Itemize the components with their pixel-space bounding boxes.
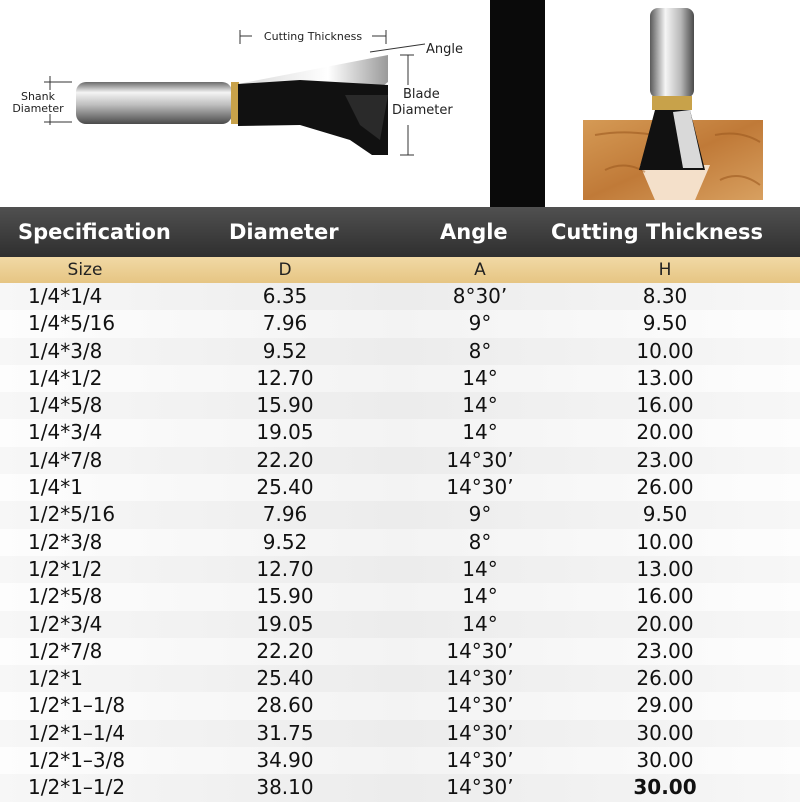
table-row — [0, 747, 800, 774]
cell-size: 1/2*1–3/8 — [28, 748, 126, 773]
router-bit-diagram — [0, 0, 490, 207]
cell-size: 1/2*1/2 — [28, 556, 103, 581]
cell-diameter: 19.05 — [256, 611, 314, 636]
table-row — [0, 419, 800, 446]
cell-size: 1/2*1 — [28, 666, 83, 691]
cell-diameter: 9.52 — [262, 338, 308, 363]
cell-angle: 14°30’ — [446, 720, 514, 745]
cell-angle: 9° — [468, 502, 492, 527]
cell-angle: 14° — [462, 584, 498, 609]
cell-diameter: 6.35 — [262, 284, 308, 308]
cell-diameter: 9.52 — [262, 529, 308, 554]
cell-cutting-thickness: 10.00 — [636, 529, 694, 554]
shank-label-line1: Shank — [20, 90, 56, 103]
cell-size: 1/4*1 — [28, 475, 83, 500]
cell-size: 1/4*5/16 — [28, 311, 116, 336]
cell-size: 1/2*3/4 — [28, 611, 103, 636]
header-diameter: Diameter — [229, 220, 339, 244]
cell-angle: 14° — [462, 365, 498, 390]
cell-size: 1/2*1–1/2 — [28, 775, 126, 800]
cell-angle: 14°30’ — [446, 475, 514, 500]
cell-cutting-thickness: 30.00 — [636, 720, 694, 745]
blade-label-line1: Blade — [403, 87, 440, 102]
table-row — [0, 501, 800, 528]
cell-angle: 14° — [462, 611, 498, 636]
cell-diameter: 25.40 — [256, 666, 314, 691]
cell-cutting-thickness: 26.00 — [636, 666, 694, 691]
subheader-a: A — [474, 260, 486, 280]
product-illustration-area — [0, 0, 800, 207]
table-row — [0, 283, 800, 310]
cell-diameter: 25.40 — [256, 475, 314, 500]
cell-size: 1/2*5/8 — [28, 584, 103, 609]
cell-cutting-thickness: 8.30 — [642, 284, 688, 308]
table-row — [0, 583, 800, 610]
cell-diameter: 22.20 — [256, 447, 314, 472]
cell-cutting-thickness: 10.00 — [636, 338, 694, 363]
cell-angle: 14°30’ — [446, 447, 514, 472]
cell-angle: 14° — [462, 393, 498, 418]
cell-size: 1/2*5/16 — [28, 502, 116, 527]
cell-size: 1/2*3/8 — [28, 529, 103, 554]
cell-angle: 14°30’ — [446, 638, 514, 663]
cell-cutting-thickness: 20.00 — [636, 420, 694, 445]
cell-cutting-thickness: 30.00 — [633, 775, 697, 800]
table-row — [0, 692, 800, 719]
table-row — [0, 338, 800, 365]
cell-diameter: 28.60 — [256, 693, 314, 718]
cell-angle: 8°30’ — [452, 284, 508, 308]
table-row — [0, 365, 800, 392]
cell-diameter: 12.70 — [256, 556, 314, 581]
cell-cutting-thickness: 13.00 — [636, 556, 694, 581]
cell-cutting-thickness: 20.00 — [636, 611, 694, 636]
cell-angle: 14° — [462, 556, 498, 581]
cell-cutting-thickness: 30.00 — [636, 748, 694, 773]
cell-size: 1/2*1–1/4 — [28, 720, 126, 745]
cell-size: 1/4*5/8 — [28, 393, 103, 418]
cell-diameter: 12.70 — [256, 365, 314, 390]
shank — [76, 82, 232, 124]
subheader-d: D — [278, 260, 292, 280]
header-specification: Specification — [18, 220, 171, 244]
spec-table-body — [0, 283, 800, 802]
shank-label-line2: Diameter — [12, 102, 64, 115]
cell-angle: 14°30’ — [446, 693, 514, 718]
blade-label-line2: Diameter — [392, 103, 453, 118]
cell-diameter: 7.96 — [262, 311, 308, 336]
header-cutting-thickness: Cutting Thickness — [551, 220, 764, 244]
table-row — [0, 665, 800, 692]
subheader-h: H — [658, 260, 672, 280]
cell-size: 1/4*3/8 — [28, 338, 103, 363]
dovetail-cut-photo — [545, 0, 800, 207]
table-row — [0, 310, 800, 337]
table-row — [0, 529, 800, 556]
cell-diameter: 38.10 — [256, 775, 314, 800]
cell-angle: 14°30’ — [446, 666, 514, 691]
cell-angle: 14°30’ — [446, 775, 514, 800]
cell-size: 1/2*7/8 — [28, 638, 103, 663]
table-subheader — [0, 257, 800, 283]
header-angle: Angle — [440, 220, 508, 244]
cell-size: 1/4*3/4 — [28, 420, 103, 445]
cell-size: 1/4*1/4 — [28, 284, 103, 308]
cell-cutting-thickness: 29.00 — [636, 693, 694, 718]
cell-angle: 14°30’ — [446, 748, 514, 773]
subheader-size: Size — [67, 260, 103, 280]
table-row — [0, 774, 800, 801]
cell-diameter: 19.05 — [256, 420, 314, 445]
cell-cutting-thickness: 9.50 — [642, 502, 688, 527]
cell-angle: 9° — [468, 311, 492, 336]
cell-size: 1/4*7/8 — [28, 447, 103, 472]
table-row — [0, 447, 800, 474]
cell-angle: 14° — [462, 420, 498, 445]
table-row — [0, 720, 800, 747]
cell-cutting-thickness: 26.00 — [636, 475, 694, 500]
photo-shank — [650, 8, 694, 98]
table-row — [0, 556, 800, 583]
cell-diameter: 15.90 — [256, 584, 314, 609]
cell-size: 1/2*1–1/8 — [28, 693, 126, 718]
table-row — [0, 611, 800, 638]
cell-diameter: 31.75 — [256, 720, 314, 745]
angle-label: Angle — [426, 42, 463, 57]
cell-cutting-thickness: 9.50 — [642, 311, 688, 336]
cell-diameter: 7.96 — [262, 502, 308, 527]
cell-size: 1/4*1/2 — [28, 365, 103, 390]
cell-angle: 8° — [468, 529, 492, 554]
table-row — [0, 392, 800, 419]
cell-diameter: 22.20 — [256, 638, 314, 663]
table-row — [0, 638, 800, 665]
divider-bar — [490, 0, 545, 207]
cell-angle: 8° — [468, 338, 492, 363]
cell-cutting-thickness: 16.00 — [636, 584, 694, 609]
cell-diameter: 15.90 — [256, 393, 314, 418]
cell-cutting-thickness: 23.00 — [636, 638, 694, 663]
cell-diameter: 34.90 — [256, 748, 314, 773]
table-row — [0, 474, 800, 501]
cutting-thickness-label: Cutting Thickness — [263, 30, 363, 43]
cell-cutting-thickness: 13.00 — [636, 365, 694, 390]
cell-cutting-thickness: 23.00 — [636, 447, 694, 472]
cell-cutting-thickness: 16.00 — [636, 393, 694, 418]
table-header — [0, 207, 800, 257]
